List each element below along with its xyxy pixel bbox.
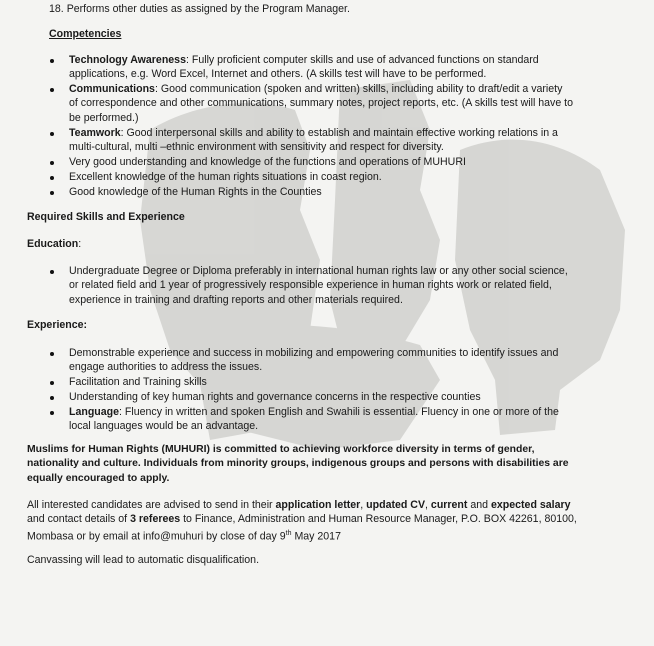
application-instructions: All interested candidates are advised to send in their application letter, updated CV, current and expected salary and contact details of 3 referees to Finance, Administration and Human Resource Manager, P.O. BOX 42261, 80100, Mombasa or by email at info@muhuri by close of day 9th May 2017 [27,499,577,543]
bullet-icon [50,396,54,400]
competency-label: Technology Awareness [69,54,186,66]
bullet-icon [50,411,54,415]
competency-item-6: Good knowledge of the Human Rights in the Counties [69,186,322,198]
competency-item-5: Excellent knowledge of the human rights situations in coast region. [69,171,382,183]
bullet-icon [50,191,54,195]
experience-heading: Experience: [27,319,88,331]
competency-item-4: Very good understanding and knowledge of the functions and operations of MUHURI [69,156,466,168]
bullet-icon [50,88,54,92]
duty-number: 18. [49,3,64,15]
experience-item-2: Facilitation and Training skills [69,376,207,388]
experience-item-1: Demonstrable experience and success in mobilizing and empowering communities to identify issues and engage authorities to address the issues. [69,347,559,374]
diversity-statement: Muslims for Human Rights (MUHURI) is committed to achieving workforce diversity in terms of gender, nationality and culture. Individuals from minority groups, indigenous groups and persons with disabilities are equally encouraged to apply. [27,444,569,484]
bullet-icon [50,352,54,356]
competency-item-3: Teamwork: Good interpersonal skills and ability to establish and maintain effective working relations in a multi-cultural, multi –ethnic environment with sensitivity and respect for diversity. [69,127,558,154]
experience-item-4: Language: Fluency in written and spoken English and Swahili is essential. Fluency in one or more of the local languages would be an advantage. [69,406,559,433]
bullet-icon [50,132,54,136]
bullet-icon [50,161,54,165]
competencies-heading: Competencies [49,28,122,40]
closing-note: Canvassing will lead to automatic disqualification. [27,554,260,566]
competency-label: Communications [69,83,155,95]
competency-label: Teamwork [69,127,121,139]
bullet-icon [50,176,54,180]
duty-text: Performs other duties as assigned by the Program Manager. [66,3,350,15]
competency-item-1: Technology Awareness: Fully proficient computer skills and use of advanced functions on standard applications, e.g. Word Excel, Internet and others. (A skills test will have to be performed. [69,54,539,81]
bullet-icon [50,381,54,385]
bullet-icon [50,59,54,63]
experience-item-3: Understanding of key human rights and governance concerns in the respective counties [69,391,481,403]
education-heading: Education: [27,238,82,250]
duty-item-18 [49,2,350,16]
required-skills-heading: Required Skills and Experience [27,211,185,223]
bullet-icon [50,270,54,274]
competency-item-2: Communications: Good communication (spoken and written) skills, including ability to draft/edit a variety of correspondence and other communications, summary notes, project reports, etc. (A skills test will have to be performed.) [69,83,574,124]
education-item: Undergraduate Degree or Diploma preferably in international human rights law or any other social science, or related field and 1 year of progressively responsible experience in human rights work or related field, experience in training and drafting reports and other materials required. [69,265,568,306]
experience-label: Language [69,406,120,418]
